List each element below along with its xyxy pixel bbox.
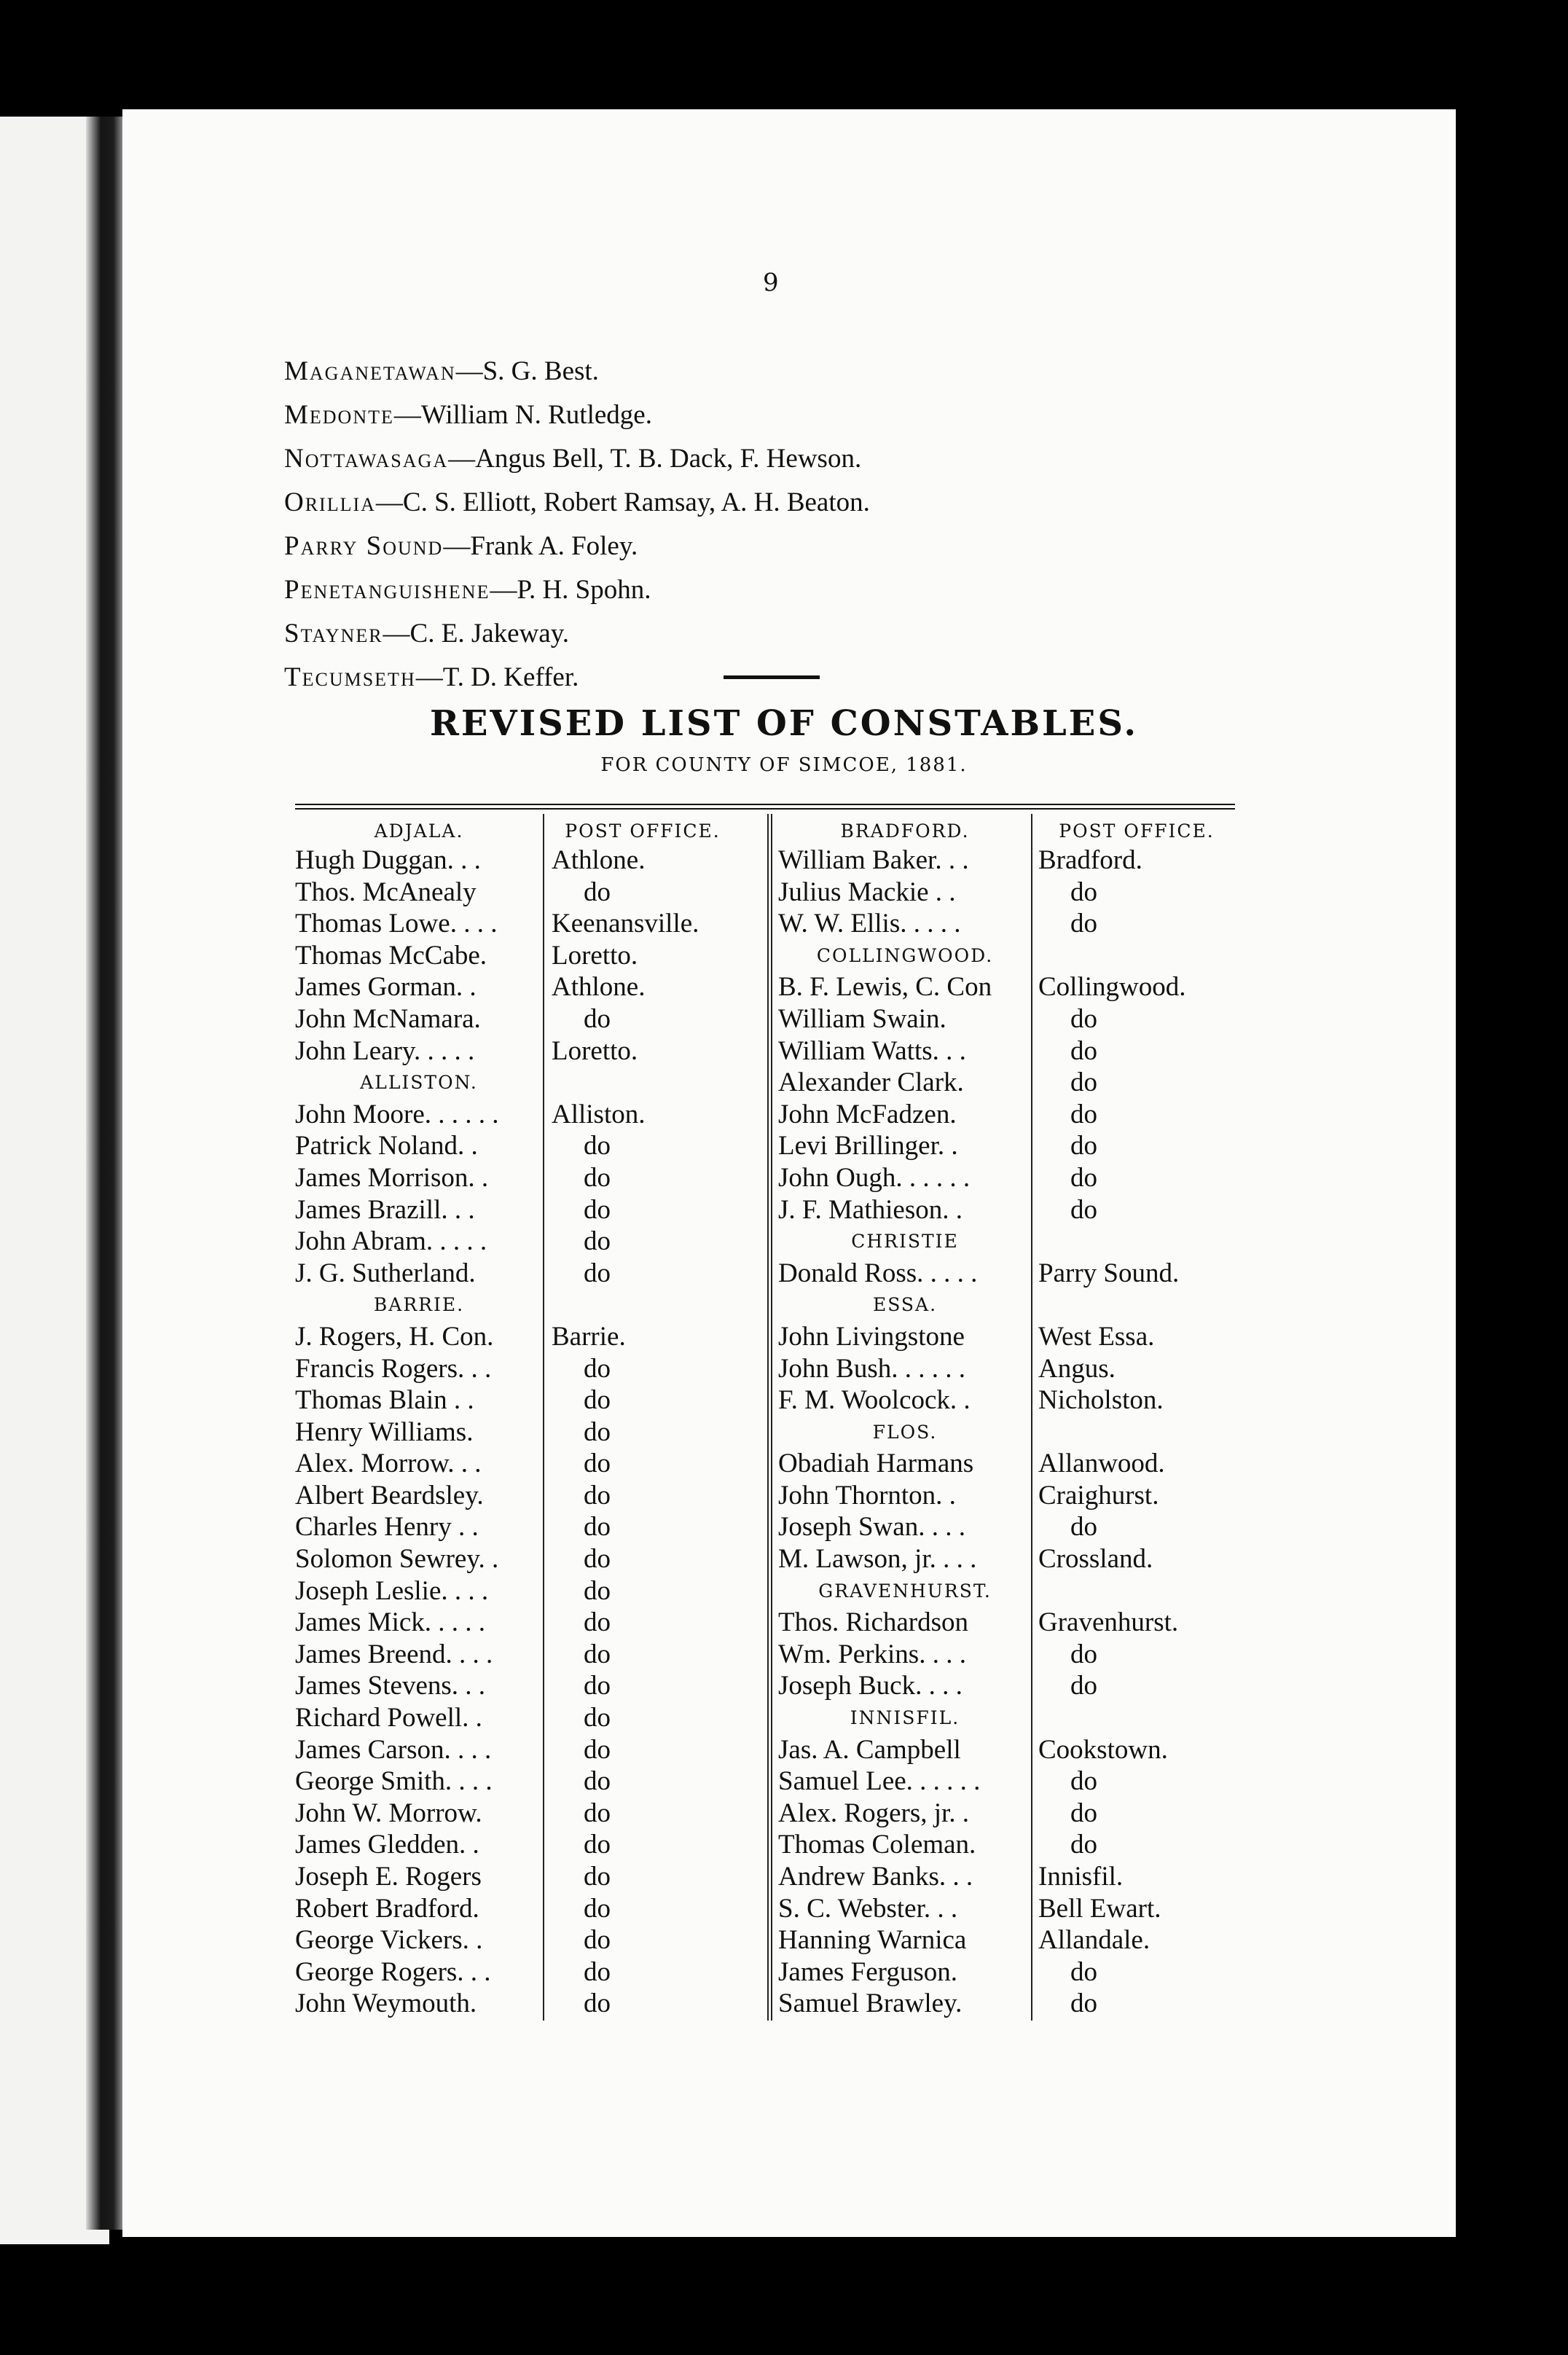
post-office: Loretto.	[552, 1035, 638, 1066]
post-office: do	[1070, 1035, 1097, 1066]
post-office: do	[584, 1003, 611, 1034]
constable-name: John McNamara.	[295, 1003, 481, 1034]
post-office: do	[584, 1734, 611, 1765]
constable-name: Jas. A. Campbell	[778, 1734, 961, 1765]
post-office: do	[1070, 1099, 1097, 1129]
constable-name: John Abram. . . . .	[295, 1226, 487, 1257]
constable-name: James Gledden. .	[295, 1830, 479, 1860]
post-office: Bradford.	[1038, 845, 1142, 875]
post-office: do	[1070, 877, 1097, 907]
constable-name: George Rogers. . .	[295, 1956, 491, 1987]
constable-name: William Watts. . .	[778, 1035, 966, 1066]
post-office: do	[1070, 1671, 1097, 1701]
column-divider	[543, 814, 544, 2021]
constable-name: Joseph Swan. . . .	[778, 1512, 965, 1543]
officer-separator: —	[490, 575, 517, 605]
township-heading: INNISFIL.	[850, 1707, 960, 1729]
constable-name: George Vickers. .	[295, 1925, 483, 1956]
constable-name: John Ough. . . . . .	[778, 1162, 971, 1193]
post-office: do	[584, 1194, 611, 1225]
officer-separator: —	[393, 400, 421, 430]
constable-name: J. G. Sutherland.	[295, 1258, 476, 1288]
constable-name: S. C. Webster. . .	[778, 1893, 958, 1924]
post-office: West Essa.	[1038, 1321, 1155, 1352]
constable-name: James Carson. . . .	[295, 1734, 492, 1765]
post-office: do	[1070, 1131, 1097, 1161]
constable-name: John Leary. . . . .	[295, 1035, 475, 1066]
post-office: Loretto.	[552, 940, 638, 971]
constable-name: James Stevens. . .	[295, 1671, 486, 1701]
constable-name: James Breend. . . .	[295, 1639, 493, 1669]
constable-name: Wm. Perkins. . . .	[778, 1639, 966, 1669]
post-office: do	[584, 1798, 611, 1828]
post-office: do	[584, 1639, 611, 1669]
column-header-township: BRADFORD.	[840, 820, 970, 842]
section-divider	[724, 675, 820, 679]
constable-name: Alex. Morrow. . .	[295, 1449, 482, 1479]
constable-name: William Baker. . .	[778, 845, 969, 875]
constable-name: Thos. McAnealy	[295, 877, 477, 907]
officer-separator: —	[455, 356, 483, 386]
constable-name: Donald Ross. . . . .	[778, 1258, 978, 1288]
officer-place: Tecumseth	[284, 662, 416, 692]
post-office: do	[584, 1544, 611, 1575]
constable-name: Thomas McCabe.	[295, 940, 487, 971]
post-office: do	[584, 1353, 611, 1384]
constable-name: Hugh Duggan. . .	[295, 845, 481, 875]
officer-place: Parry Sound	[284, 531, 444, 561]
officer-names: P. H. Spohn.	[517, 575, 651, 605]
officer-entry	[284, 656, 1013, 700]
post-office: do	[1070, 1162, 1097, 1193]
column-divider	[767, 814, 769, 2021]
officer-separator: —	[383, 619, 410, 648]
officer-separator: —	[443, 531, 471, 561]
post-office: do	[1070, 1956, 1097, 1987]
constable-name: Robert Bradford.	[295, 1893, 479, 1924]
post-office: Crossland.	[1038, 1544, 1153, 1575]
officer-entry	[284, 568, 1013, 612]
officer-place: Orillia	[284, 487, 376, 517]
officer-entry	[284, 612, 1013, 656]
officer-entry	[284, 525, 1013, 568]
constable-name: James Morrison. .	[295, 1162, 489, 1193]
constable-name: Solomon Sewrey. .	[295, 1544, 499, 1575]
page-number: 9	[763, 268, 779, 297]
officer-names: William N. Rutledge.	[420, 400, 652, 430]
post-office: do	[584, 1703, 611, 1733]
post-office: do	[584, 1893, 611, 1924]
officer-separator: —	[415, 662, 443, 692]
post-office: Athlone.	[552, 845, 646, 875]
officer-place: Medonte	[284, 400, 394, 430]
post-office: do	[584, 1575, 611, 1606]
page-title: REVISED LIST OF CONSTABLES.	[429, 703, 1139, 744]
constable-name: J. Rogers, H. Con.	[295, 1321, 494, 1352]
post-office: do	[584, 1671, 611, 1701]
left-names-column	[295, 818, 543, 2020]
blank-cell	[552, 1067, 734, 1099]
post-office: do	[584, 1988, 611, 2019]
constable-name: Albert Beardsley.	[295, 1480, 484, 1510]
constable-name: Thomas Coleman.	[778, 1830, 976, 1860]
constable-name: Joseph Buck. . . .	[778, 1671, 963, 1701]
constable-name: Hanning Warnica	[778, 1925, 967, 1956]
post-office: do	[584, 1416, 611, 1447]
post-office: Alliston.	[552, 1099, 646, 1129]
post-office: Bell Ewart.	[1038, 1893, 1161, 1924]
officer-separator: —	[448, 444, 476, 474]
constable-name: Julius Mackie . .	[778, 877, 956, 907]
post-office: Athlone.	[552, 972, 646, 1003]
constable-name: M. Lawson, jr. . . .	[778, 1544, 977, 1575]
constable-name: Andrew Banks. . .	[778, 1862, 973, 1892]
township-heading: COLLINGWOOD.	[816, 944, 994, 966]
constable-name: Alex. Rogers, jr. .	[778, 1798, 970, 1828]
post-office: Craighurst.	[1038, 1480, 1159, 1510]
constable-name: Obadiah Harmans	[778, 1449, 974, 1479]
constable-name: Richard Powell. .	[295, 1703, 482, 1733]
column-header-township: ADJALA.	[374, 820, 464, 842]
post-office: Angus.	[1038, 1353, 1116, 1384]
township-heading: ALLISTON.	[360, 1072, 478, 1094]
officer-entry	[284, 393, 1013, 437]
constable-name: John Weymouth.	[295, 1988, 477, 2019]
officer-names: Angus Bell, T. B. Dack, F. Hewson.	[475, 444, 862, 474]
officer-place: Stayner	[284, 619, 383, 648]
constable-name: B. F. Lewis, C. Con	[778, 972, 992, 1003]
blank-cell	[1038, 1289, 1235, 1321]
post-office: do	[584, 877, 611, 907]
blank-cell	[1038, 940, 1235, 972]
post-office: Barrie.	[552, 1321, 626, 1352]
constable-name: Francis Rogers. . .	[295, 1353, 492, 1384]
post-office: do	[584, 1862, 611, 1892]
officer-place: Penetanguishene	[284, 575, 490, 605]
column-header-post-office: POST OFFICE.	[565, 820, 721, 842]
blank-cell	[1038, 1226, 1235, 1258]
post-office: do	[1070, 1798, 1097, 1828]
officer-names: S. G. Best.	[482, 356, 599, 386]
constable-name: Thomas Lowe. . . .	[295, 909, 498, 939]
column-header-post-office: POST OFFICE.	[1059, 820, 1215, 842]
post-office: Cookstown.	[1038, 1734, 1168, 1765]
post-office: do	[584, 1449, 611, 1479]
right-post-office-column	[1038, 818, 1235, 2020]
constable-name: James Brazill. . .	[295, 1194, 475, 1225]
officer-names: Frank A. Foley.	[470, 531, 638, 561]
constable-name: Joseph E. Rogers	[295, 1862, 482, 1892]
officer-names: C. E. Jakeway.	[409, 619, 570, 648]
post-office: Nicholston.	[1038, 1385, 1164, 1416]
blank-cell	[1038, 1575, 1235, 1607]
constable-name: Thomas Blain . .	[295, 1385, 474, 1416]
post-office: do	[584, 1512, 611, 1543]
post-office: do	[584, 1480, 611, 1510]
constable-name: John W. Morrow.	[295, 1798, 482, 1828]
constable-name: William Swain.	[778, 1003, 946, 1034]
township-heading: ESSA.	[872, 1294, 938, 1316]
blank-cell	[1038, 1702, 1235, 1734]
left-post-office-column	[552, 818, 734, 2020]
constable-name: Levi Brillinger. .	[778, 1131, 958, 1161]
post-office: Innisfil.	[1038, 1862, 1124, 1892]
post-office: do	[584, 1956, 611, 1987]
post-office: Gravenhurst.	[1038, 1607, 1179, 1638]
post-office: Allandale.	[1038, 1925, 1150, 1956]
post-office: do	[584, 1766, 611, 1797]
constable-name: Charles Henry . .	[295, 1512, 479, 1543]
officer-entry	[284, 350, 1013, 393]
township-heading: BARRIE.	[373, 1294, 465, 1316]
constable-name: J. F. Mathieson. .	[778, 1194, 963, 1225]
post-office: do	[1070, 1639, 1097, 1669]
officer-names: T. D. Keffer.	[442, 662, 579, 692]
constable-name: Alexander Clark.	[778, 1067, 964, 1098]
constable-name: John Livingstone	[778, 1321, 965, 1352]
post-office: do	[1070, 1830, 1097, 1860]
post-office: do	[584, 1607, 611, 1638]
constable-name: Thos. Richardson	[778, 1607, 969, 1638]
township-heading: CHRISTIE	[851, 1231, 959, 1253]
post-office: do	[1070, 1988, 1097, 2019]
page-subtitle: FOR COUNTY OF SIMCOE, 1881.	[600, 754, 968, 776]
township-heading: GRAVENHURST.	[818, 1580, 992, 1602]
post-office: do	[584, 1385, 611, 1416]
constable-name: James Mick. . . . .	[295, 1607, 486, 1638]
post-office: do	[1070, 1194, 1097, 1225]
constable-name: Joseph Leslie. . . .	[295, 1575, 489, 1606]
officer-place: Maganetawan	[284, 356, 456, 386]
constable-name: James Ferguson.	[778, 1956, 957, 1987]
constable-name: John Bush. . . . . .	[778, 1353, 965, 1384]
constable-name: George Smith. . . .	[295, 1766, 493, 1797]
table-top-rule	[295, 804, 1235, 805]
officer-separator: —	[375, 487, 403, 517]
constable-name: John McFadzen.	[778, 1099, 957, 1129]
officers-list	[284, 350, 1013, 700]
township-heading: FLOS.	[872, 1421, 938, 1443]
post-office: do	[584, 1162, 611, 1193]
post-office: Parry Sound.	[1038, 1258, 1180, 1288]
constable-name: John Thornton. .	[778, 1480, 956, 1510]
constable-name: James Gorman. .	[295, 972, 477, 1003]
post-office: do	[584, 1131, 611, 1161]
constable-name: John Moore. . . . . .	[295, 1099, 499, 1129]
post-office: do	[1070, 1003, 1097, 1034]
constable-name: Patrick Noland. .	[295, 1131, 478, 1161]
constable-name: F. M. Woolcock. .	[778, 1385, 971, 1416]
constable-name: Henry Williams.	[295, 1416, 474, 1447]
constable-name: Samuel Lee. . . . . .	[778, 1766, 981, 1797]
constables-table	[295, 804, 1235, 2021]
right-names-column	[778, 818, 1032, 2020]
post-office: do	[584, 1258, 611, 1288]
post-office: Keenansville.	[552, 909, 699, 939]
post-office: do	[584, 1925, 611, 1956]
post-office: do	[584, 1830, 611, 1860]
post-office: do	[584, 1226, 611, 1257]
table-top-rule	[295, 808, 1235, 810]
post-office: do	[1070, 1067, 1097, 1098]
constable-name: Samuel Brawley.	[778, 1988, 963, 2019]
officer-place: Nottawasaga	[284, 444, 449, 474]
post-office: do	[1070, 1766, 1097, 1797]
post-office: do	[1070, 909, 1097, 939]
blank-cell	[552, 1289, 734, 1321]
column-divider	[771, 814, 772, 2021]
officer-names: C. S. Elliott, Robert Ramsay, A. H. Beaton.	[402, 487, 870, 517]
blank-cell	[1038, 1416, 1235, 1449]
post-office: Allanwood.	[1038, 1449, 1165, 1479]
constable-name: W. W. Ellis. . . . .	[778, 909, 961, 939]
officer-entry	[284, 437, 1013, 481]
post-office: Collingwood.	[1038, 972, 1186, 1003]
officer-entry	[284, 481, 1013, 525]
post-office: do	[1070, 1512, 1097, 1543]
